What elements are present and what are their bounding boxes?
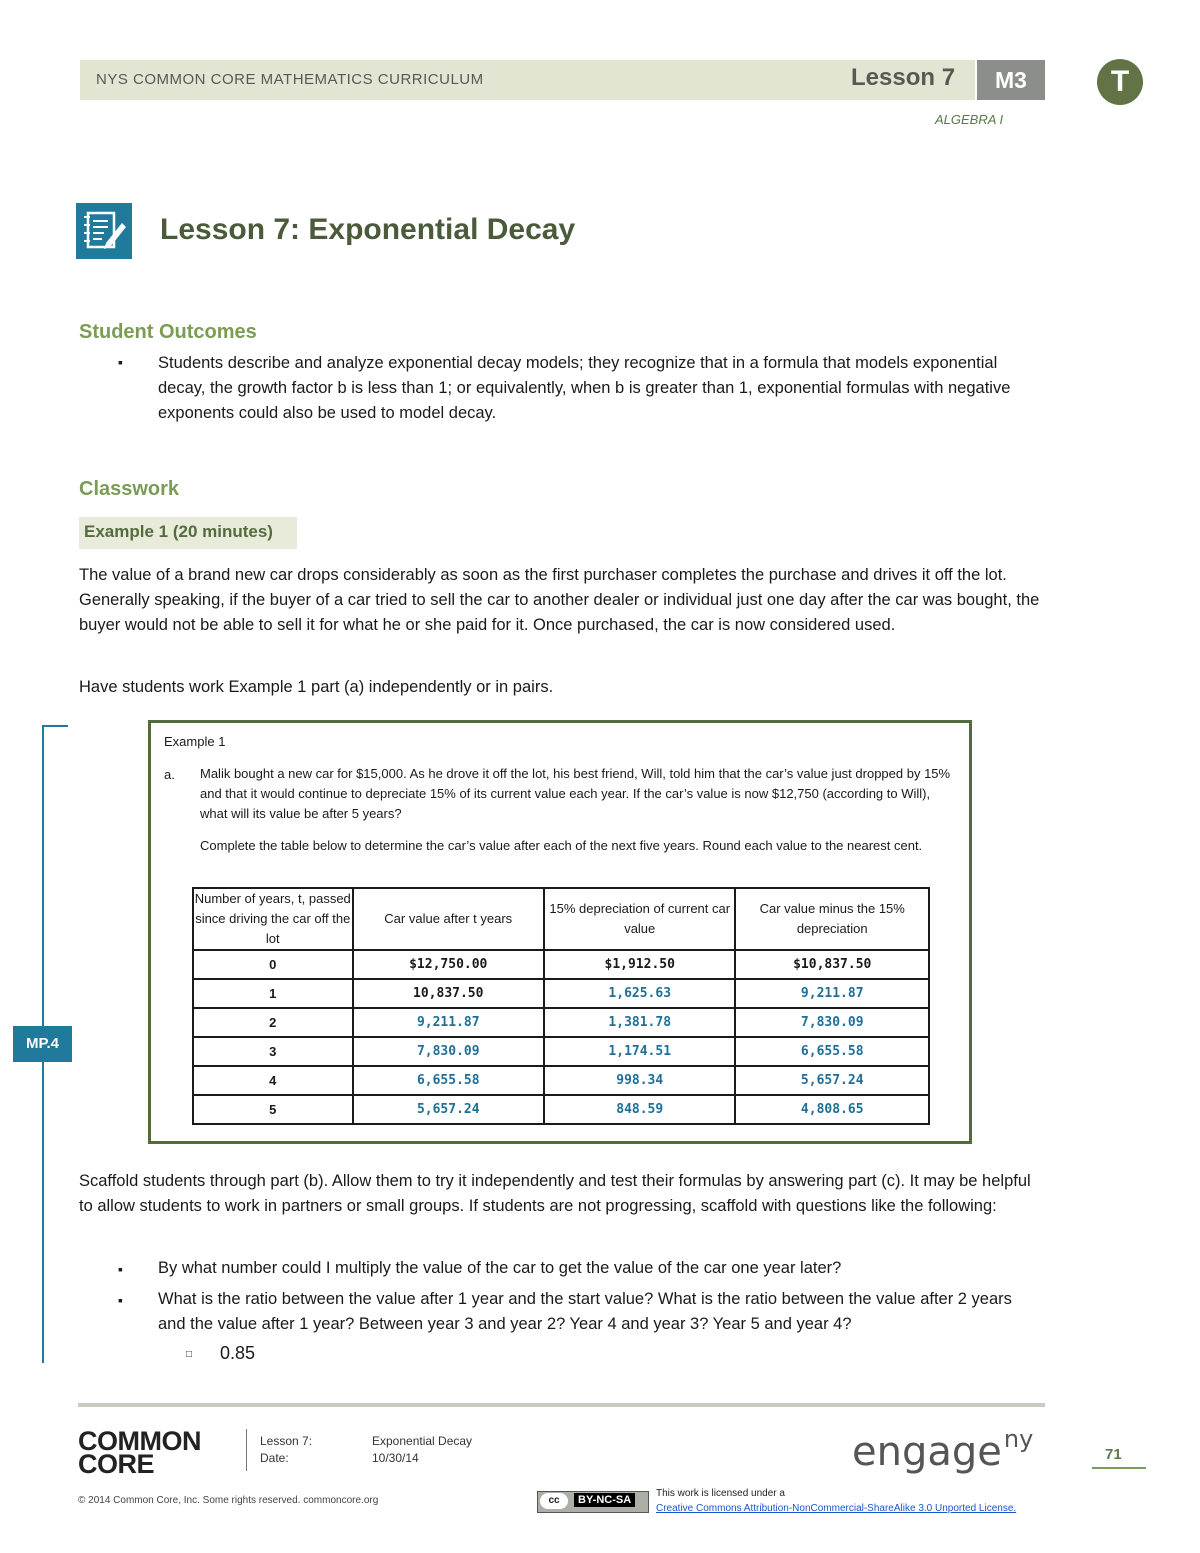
table-row (193, 1008, 929, 1037)
bullet-icon: ▪ (118, 1292, 123, 1308)
cell-depreciation: 998.34 (544, 1066, 735, 1095)
footer-lesson-value: Exponential Decay (372, 1434, 473, 1448)
instruction-paragraph: Have students work Example 1 part (a) independently or in pairs. (79, 678, 554, 696)
scaffold-paragraph: Scaffold students through part (b). Allow them to try it independently and test their formulas by answering part (c). It may be helpful to allow students to work in partners or small groups. If students are not progressing, scaffold with questions like the following: (79, 1172, 1031, 1215)
example-label: Example 1 (20 minutes) (84, 522, 273, 541)
cell-remaining: 5,657.24 (735, 1066, 929, 1095)
cell-year: 3 (193, 1037, 353, 1066)
cell-year: 1 (193, 979, 353, 1008)
footer-divider (246, 1429, 247, 1471)
cc-icon: cc (540, 1493, 568, 1509)
engageny-logo (852, 1425, 1033, 1475)
cell-remaining: 4,808.65 (735, 1095, 929, 1124)
cell-remaining: $10,837.50 (735, 950, 929, 979)
footer-rule (78, 1403, 1045, 1407)
cell-year: 2 (193, 1008, 353, 1037)
bullet-icon: ▪ (118, 1261, 123, 1277)
table-row (193, 1037, 929, 1066)
table-row (193, 979, 929, 1008)
cell-remaining: 6,655.58 (735, 1037, 929, 1066)
cell-year: 4 (193, 1066, 353, 1095)
cell-car-value: 5,657.24 (353, 1095, 545, 1124)
column-header-remaining: Car value minus the 15% depreciation (735, 888, 929, 950)
student-outcome-item: Students describe and analyze exponential decay models; they recognize that in a formula that models exponential decay, the growth factor b is less than 1; or equivalently, when b is greater than 1, exponential formulas with negative exponents could also be used to model decay. (158, 354, 1011, 422)
footer-date-label: Date: (260, 1451, 289, 1465)
mathematical-practice-tag: MP.4 (13, 1026, 72, 1062)
student-outcomes-heading: Student Outcomes (79, 321, 257, 343)
cell-car-value: 6,655.58 (353, 1066, 545, 1095)
example-instructions: Complete the table below to determine the car’s value after each of the next five years. Round each value to the nearest cent. (200, 838, 923, 853)
logo-line-2: CORE (78, 1449, 155, 1479)
page-number-rule (1092, 1467, 1146, 1469)
example-part-label: a. (164, 767, 175, 782)
common-core-logo (78, 1426, 201, 1479)
header-lesson: Lesson 7 (851, 64, 956, 91)
example-title: Example 1 (164, 734, 226, 749)
cell-depreciation: 1,381.78 (544, 1008, 735, 1037)
scaffold-answer: 0.85 (220, 1343, 256, 1363)
cell-remaining: 7,830.09 (735, 1008, 929, 1037)
cc-badge-label: BY-NC-SA (574, 1493, 635, 1507)
footer-lesson-label: Lesson 7: (260, 1434, 313, 1448)
scaffold-question: What is the ratio between the value after 1 year and the start value? What is the ratio between the value after 2 years and the value after 1 year? Between year 3 and year 2? Year 4 and year 3? Year 5 and year 4? (158, 1290, 1012, 1333)
bullet-icon: ▪ (118, 354, 123, 370)
cell-car-value: $12,750.00 (353, 950, 545, 979)
classwork-heading: Classwork (79, 478, 180, 500)
copyright-notice: © 2014 Common Core, Inc. Some rights reserved. commoncore.org (78, 1495, 379, 1506)
cell-depreciation: 848.59 (544, 1095, 735, 1124)
table-row (193, 1095, 929, 1124)
intro-paragraph: The value of a brand new car drops considerably as soon as the first purchaser completes the purchase and drives it off the lot. Generally speaking, if the buyer of a car tried to sell the car to another dealer or individual just one day after the car was bought, the buyer would not be able to sell it for what he or she paid for it. Once purchased, the car is now considered used. (79, 566, 1040, 634)
car-value-table (192, 887, 930, 1125)
cell-remaining: 9,211.87 (735, 979, 929, 1008)
column-header-depreciation: 15% depreciation of current car value (544, 888, 735, 950)
module-badge: M3 (977, 60, 1045, 100)
table-header-row (193, 888, 929, 950)
license-line: This work is licensed under a (656, 1488, 785, 1499)
footer-date-value: 10/30/14 (372, 1451, 419, 1465)
column-header-years: Number of years, t, passed since driving the car off the lot (193, 888, 353, 950)
cell-car-value: 7,830.09 (353, 1037, 545, 1066)
cell-year: 5 (193, 1095, 353, 1124)
column-header-car-value: Car value after t years (353, 888, 545, 950)
logo-line-1: COMMON (78, 1426, 201, 1456)
cell-car-value: 9,211.87 (353, 1008, 545, 1037)
mp-bracket-top (42, 725, 68, 727)
scaffold-question: By what number could I multiply the value of the car to get the value of the car one year later? (158, 1259, 842, 1277)
lesson-title: Lesson 7: Exponential Decay (160, 213, 576, 246)
sub-bullet-icon: □ (186, 1349, 193, 1360)
course-label: ALGEBRA I (935, 112, 1004, 127)
lesson-notebook-icon (76, 203, 132, 259)
license-link[interactable]: Creative Commons Attribution-NonCommercial-ShareAlike 3.0 Unported License. (656, 1503, 1017, 1514)
cell-depreciation: 1,174.51 (544, 1037, 735, 1066)
example-problem-text: Malik bought a new car for $15,000. As he drove it off the lot, his best friend, Will, told him that the car’s value just dropped by 15% and that it would continue to depreciate 15% of its current value each year. If the car’s value is now $12,750 (according to Will), what will its value be after 5 years? (200, 766, 951, 821)
cell-depreciation: 1,625.63 (544, 979, 735, 1008)
table-row (193, 950, 929, 979)
table-row (193, 1066, 929, 1095)
engage-text: engage (852, 1429, 1002, 1475)
cell-depreciation: $1,912.50 (544, 950, 735, 979)
curriculum-title: NYS COMMON CORE MATHEMATICS CURRICULUM (96, 71, 484, 88)
teacher-edition-badge: T (1097, 59, 1143, 105)
engage-sup: ny (1003, 1425, 1034, 1453)
cell-year: 0 (193, 950, 353, 979)
cell-car-value: 10,837.50 (353, 979, 545, 1008)
page-number: 71 (1105, 1446, 1122, 1463)
